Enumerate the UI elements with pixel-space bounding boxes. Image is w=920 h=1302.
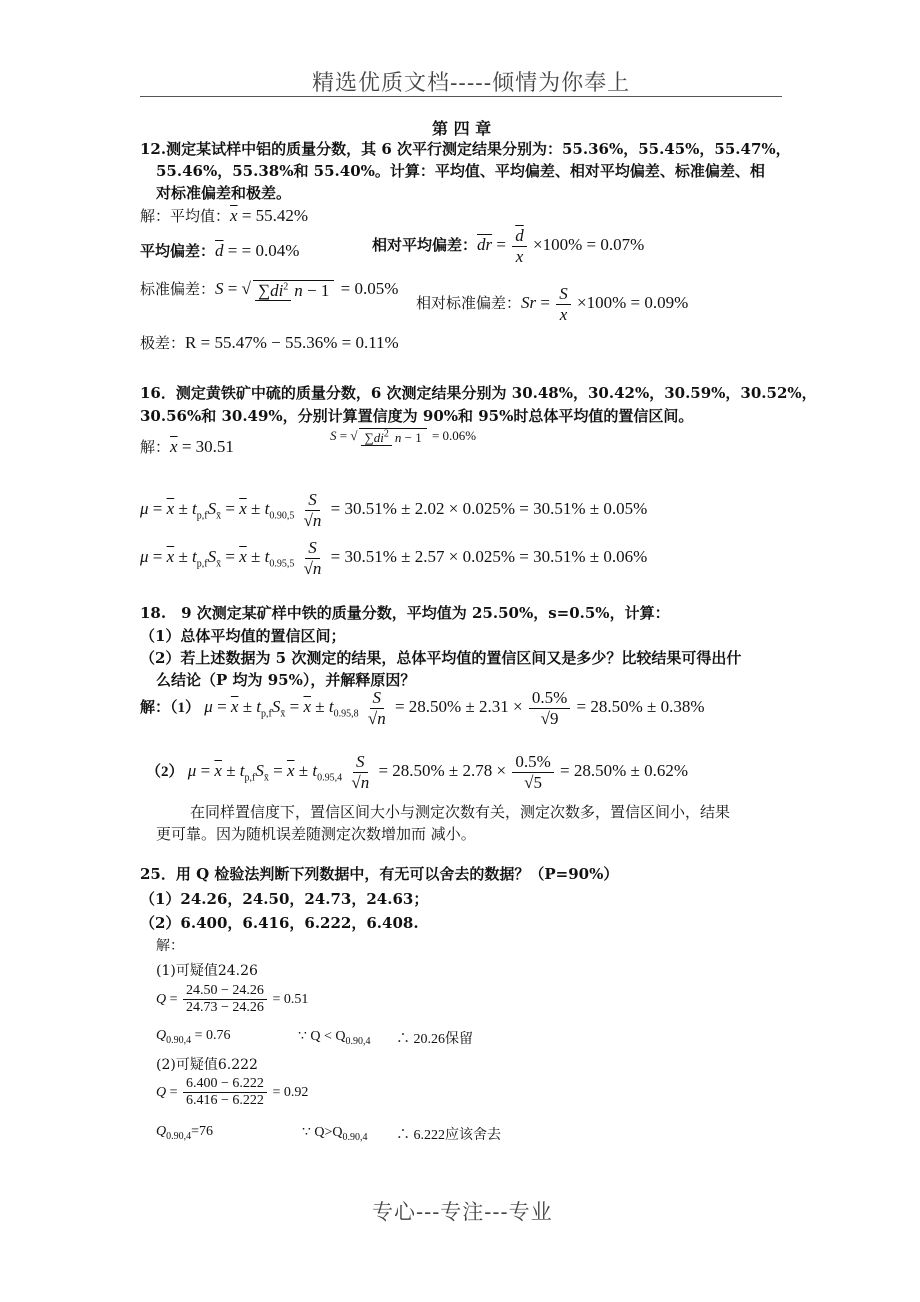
- p25-line3: （2）6.400，6.416，6.222，6.408.: [140, 914, 419, 932]
- p25-q2-conclusion: ∴ 6.222应该舍去: [396, 1128, 501, 1143]
- p18-answer-2: （2） $\mu = \overline{x} \pm t_{p,f}S_{x̄} = \overline{x} \pm t_{0.95,4}$ $\frac{S}{√n}$ = 28.50% ± 2.78 × $\frac{0.5\%}{√5}$ = 28.50% ± 0.62%: [146, 752, 689, 792]
- page-footer: 专心---专注---专业: [372, 1200, 553, 1224]
- p16-line2: 30.56%和 30.49%，分别计算置信度为 90%和 95%时总体平均值的置信区间。: [140, 407, 694, 425]
- p12-range: 极差：R = 55.47% − 55.36% = 0.11%: [140, 333, 399, 352]
- p25-q2-critical: $Q_{0.90,4}=76$: [156, 1124, 214, 1142]
- p18-line3: （2）若上述数据为 5 次测定的结果，总体平均值的置信区间又是多少？比较结果可得出什: [140, 649, 742, 667]
- p12-line2: 55.46%，55.38%和 55.40%。计算：平均值、平均偏差、相对平均偏差、标准偏差、相: [156, 162, 765, 180]
- p25-q1-compare: ∵ $Q < Q_{0.90,4}$: [298, 1029, 371, 1047]
- p25-answer-label: 解：: [156, 938, 184, 954]
- p18-line1: 18. 9 次测定某矿样中铁的质量分数，平均值为 25.50%，s=0.5%，计算：: [140, 604, 670, 622]
- p18-line4: 么结论（P 均为 95%），并解释原因？: [156, 671, 416, 689]
- page-header: 精选优质文档-----倾情为你奉上: [312, 71, 631, 96]
- p16-line1: 16．测定黄铁矿中硫的质量分数，6 次测定结果分别为 30.48%，30.42%，30.59%，30.52%，: [140, 384, 817, 402]
- p25-line2: （1）24.26，24.50，24.73，24.63；: [140, 890, 429, 908]
- p12-rel-std-dev: 相对标准偏差：Sr = $\frac{S}{x}$ ×100% = 0.09%: [416, 284, 689, 324]
- p16-ci-95: $\mu = \overline{x} \pm t_{p,f}S_{x̄} = \overline{x} \pm t_{0.95,5}$ $\frac{S}{√n}$ = 30.51% ± 2.57 × 0.025% = 30.51% ± 0.06%: [140, 538, 648, 578]
- p18-answer-1: 解：（1） $\mu = \overline{x} \pm t_{p,f}S_{x̄} = \overline{x} \pm t_{0.95,8}$ $\frac{S}{√n}$ = 28.50% ± 2.31 × $\frac{0.5\%}{√9}$ = 28.50% ± 0.38%: [140, 688, 705, 728]
- p25-q2-compare: ∵ $Q>Q_{0.90,4}$: [302, 1125, 368, 1143]
- p12-rel-avg-dev: 相对平均偏差：$\overline{dr}$ = $\frac{\overline{d}}{x}$ ×100% = 0.07%: [372, 226, 645, 266]
- p25-q1: Q = $\frac{24.50 - 24.26}{24.73 - 24.26}$ = 0.51: [156, 983, 309, 1016]
- p12-mean: 解：平均值：$\overline{x} = 55.42\%$: [140, 206, 309, 225]
- p12-std-dev: 标准偏差：S = √ $\sum di^2$ n − 1 = 0.05%: [140, 279, 399, 300]
- p12-avg-dev: 平均偏差：$\overline{d}$ = = 0.04%: [140, 241, 300, 260]
- p16-std: S = √ $\sum di^2$ n − 1 = 0.06%: [330, 428, 477, 446]
- p18-conclusion-line2: 更可靠。因为随机误差随测定次数增加而 减小。: [156, 825, 476, 843]
- header-rule: [140, 96, 782, 97]
- p25-q2: Q = $\frac{6.400 - 6.222}{6.416 - 6.222}$ = 0.92: [156, 1076, 309, 1109]
- p18-conclusion-line1: 在同样置信度下，置信区间大小与测定次数有关，测定次数多，置信区间小，结果: [190, 803, 731, 821]
- p25-step2: (2)可疑值6.222: [156, 1057, 258, 1073]
- p25-q1-critical: $Q_{0.90,4} = 0.76$: [156, 1028, 231, 1046]
- p16-mean: 解：$\overline{x} = 30.51$: [140, 437, 234, 456]
- p12-line3: 对标准偏差和极差。: [156, 184, 292, 202]
- p25-line1: 25．用 Q 检验法判断下列数据中，有无可以舍去的数据？（P=90%）: [140, 865, 619, 883]
- p25-step1: (1)可疑值24.26: [156, 963, 258, 979]
- chapter-title: 第 四 章: [432, 119, 492, 138]
- p16-ci-90: $\mu = \overline{x} \pm t_{p,f}S_{x̄} = \overline{x} \pm t_{0.90,5}$ $\frac{S}{√n}$ = 30.51% ± 2.02 × 0.025% = 30.51% ± 0.05%: [140, 490, 648, 530]
- p12-line1: 12.测定某试样中铝的质量分数，其 6 次平行测定结果分别为：55.36%，55.45%，55.47%，: [140, 140, 791, 158]
- p25-q1-conclusion: ∴ 20.26保留: [396, 1032, 473, 1047]
- p18-line2: （1）总体平均值的置信区间；: [140, 627, 346, 645]
